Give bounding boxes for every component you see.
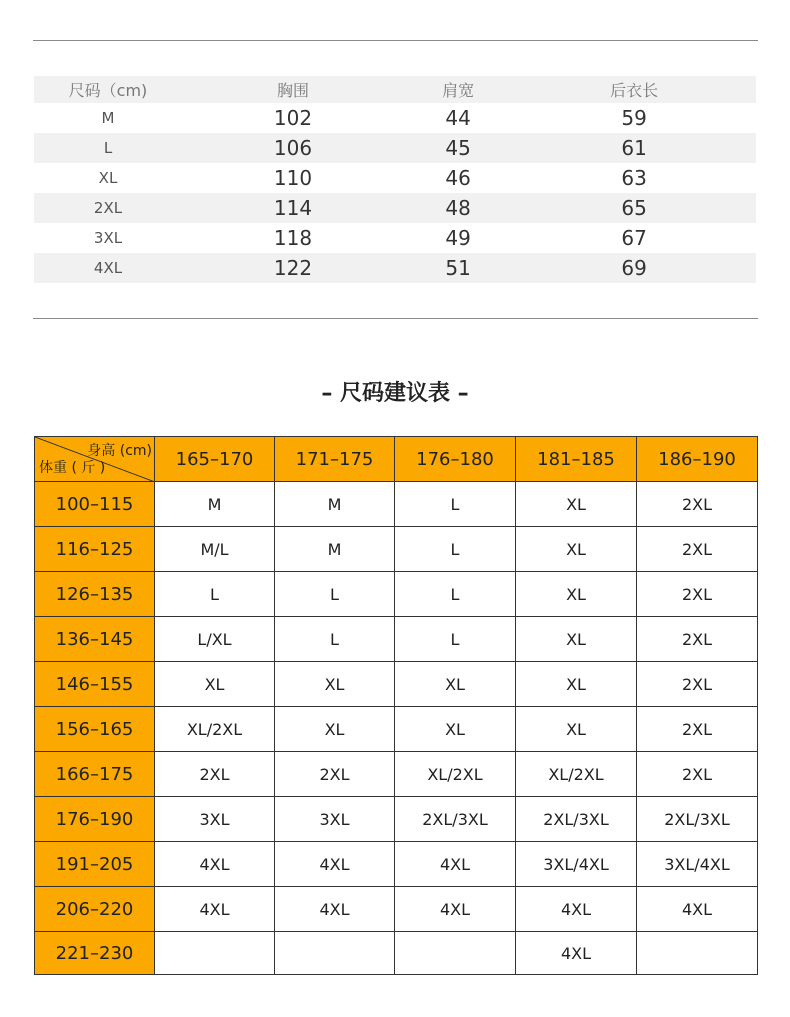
shoulder-value: 46	[445, 166, 471, 190]
shoulder-value: 45	[445, 136, 471, 160]
table-row	[35, 617, 758, 662]
back-length-value: 65	[621, 196, 647, 220]
size-cell: XL/2XL	[395, 752, 516, 797]
size-cell: 4XL	[516, 887, 637, 932]
size-cell: XL	[516, 527, 637, 572]
size-cell	[155, 932, 275, 975]
size-cell: L	[275, 617, 395, 662]
height-range-header: 181–185	[516, 437, 637, 482]
size-label: 3XL	[93, 229, 123, 247]
size-cell: 2XL/3XL	[395, 797, 516, 842]
size-label: M	[101, 109, 115, 127]
height-header-row	[35, 437, 758, 482]
size-cell: L	[395, 482, 516, 527]
size-cell: 4XL	[395, 842, 516, 887]
size-cell: XL	[516, 707, 637, 752]
table-row	[35, 527, 758, 572]
table-row	[35, 707, 758, 752]
table-row	[34, 103, 756, 133]
size-cell: 3XL	[275, 797, 395, 842]
height-range-header: 186–190	[637, 437, 758, 482]
size-cell: 2XL/3XL	[637, 797, 758, 842]
size-cell: M	[275, 482, 395, 527]
size-cell: XL	[155, 662, 275, 707]
table-row	[35, 482, 758, 527]
size-cell: L	[395, 572, 516, 617]
size-cell: 4XL	[637, 887, 758, 932]
table-row	[34, 223, 756, 253]
size-cell	[637, 932, 758, 975]
size-cell: 2XL	[637, 527, 758, 572]
size-cell: L	[275, 572, 395, 617]
size-recommendation-table	[34, 436, 758, 975]
size-cell: M	[155, 482, 275, 527]
size-cell: L	[155, 572, 275, 617]
size-cell: 2XL	[637, 752, 758, 797]
size-cell: XL	[516, 617, 637, 662]
table-row	[35, 572, 758, 617]
size-cell: XL	[275, 707, 395, 752]
weight-range-cell: 191–205	[35, 842, 155, 887]
size-cell: 2XL	[275, 752, 395, 797]
back-length-value: 59	[621, 106, 647, 130]
table-row	[35, 887, 758, 932]
table-row	[35, 752, 758, 797]
weight-range-cell: 146–155	[35, 662, 155, 707]
weight-range-cell: 206–220	[35, 887, 155, 932]
size-cell	[395, 932, 516, 975]
table-row	[35, 797, 758, 842]
chest-value: 110	[273, 166, 313, 190]
weight-range-cell: 166–175	[35, 752, 155, 797]
size-cell: 2XL	[637, 662, 758, 707]
size-cell: M	[275, 527, 395, 572]
chest-value: 118	[273, 226, 313, 250]
top-divider	[33, 40, 758, 41]
size-cell: 2XL	[637, 572, 758, 617]
size-cell: XL	[275, 662, 395, 707]
size-cell: 2XL	[155, 752, 275, 797]
size-cell: XL	[395, 662, 516, 707]
size-cell	[275, 932, 395, 975]
size-cell: 3XL/4XL	[637, 842, 758, 887]
size-cell: 4XL	[275, 842, 395, 887]
size-cell: XL/2XL	[516, 752, 637, 797]
shoulder-value: 44	[445, 106, 471, 130]
table-row	[34, 163, 756, 193]
size-cell: 2XL/3XL	[516, 797, 637, 842]
size-cell: XL/2XL	[155, 707, 275, 752]
back-length-value: 67	[621, 226, 647, 250]
header-back-length: 后衣长	[610, 81, 659, 100]
size-label: 2XL	[93, 199, 123, 217]
weight-range-cell: 221–230	[35, 932, 155, 975]
height-axis-label: 身高 (cm)	[87, 443, 152, 459]
height-range-header: 171–175	[275, 437, 395, 482]
size-cell: 3XL	[155, 797, 275, 842]
weight-range-cell: 156–165	[35, 707, 155, 752]
height-range-header: 176–180	[395, 437, 516, 482]
back-length-value: 63	[621, 166, 647, 190]
weight-range-cell: 176–190	[35, 797, 155, 842]
size-cell: XL	[395, 707, 516, 752]
height-range-header: 165–170	[155, 437, 275, 482]
chest-value: 114	[273, 196, 313, 220]
size-label: XL	[98, 169, 118, 187]
chest-value: 122	[273, 256, 313, 280]
corner-cell	[35, 437, 155, 482]
header-chest: 胸围	[277, 81, 310, 100]
header-size: 尺码（cm)	[68, 81, 148, 100]
size-cell: 4XL	[516, 932, 637, 975]
table-row	[34, 253, 756, 283]
shoulder-value: 51	[445, 256, 471, 280]
middle-divider	[33, 318, 758, 319]
table-row	[35, 662, 758, 707]
size-table-header	[34, 76, 756, 103]
size-cell: 4XL	[275, 887, 395, 932]
size-cell: 4XL	[395, 887, 516, 932]
size-cell: M/L	[155, 527, 275, 572]
table-row	[35, 932, 758, 975]
size-cell: XL	[516, 572, 637, 617]
size-cell: XL	[516, 482, 637, 527]
size-cell: 2XL	[637, 617, 758, 662]
chest-value: 106	[273, 136, 313, 160]
weight-range-cell: 126–135	[35, 572, 155, 617]
size-measurement-table	[34, 76, 756, 283]
weight-range-cell: 136–145	[35, 617, 155, 662]
size-cell: 2XL	[637, 482, 758, 527]
weight-range-cell: 100–115	[35, 482, 155, 527]
back-length-value: 61	[621, 136, 647, 160]
size-cell: L	[395, 527, 516, 572]
shoulder-value: 49	[445, 226, 471, 250]
recommendation-title: – 尺码建议表 –	[321, 381, 469, 406]
table-row	[34, 133, 756, 163]
shoulder-value: 48	[445, 196, 471, 220]
header-shoulder: 肩宽	[442, 81, 475, 100]
weight-axis-label: 体重 ( 斤 )	[39, 460, 106, 476]
table-row	[34, 193, 756, 223]
size-cell: 4XL	[155, 887, 275, 932]
size-cell: 3XL/4XL	[516, 842, 637, 887]
size-cell: L	[395, 617, 516, 662]
size-label: 4XL	[93, 259, 123, 277]
size-cell: 4XL	[155, 842, 275, 887]
chest-value: 102	[273, 106, 313, 130]
size-cell: 2XL	[637, 707, 758, 752]
back-length-value: 69	[621, 256, 647, 280]
size-cell: XL	[516, 662, 637, 707]
weight-range-cell: 116–125	[35, 527, 155, 572]
size-cell: L/XL	[155, 617, 275, 662]
size-label: L	[103, 139, 113, 157]
table-row	[35, 842, 758, 887]
